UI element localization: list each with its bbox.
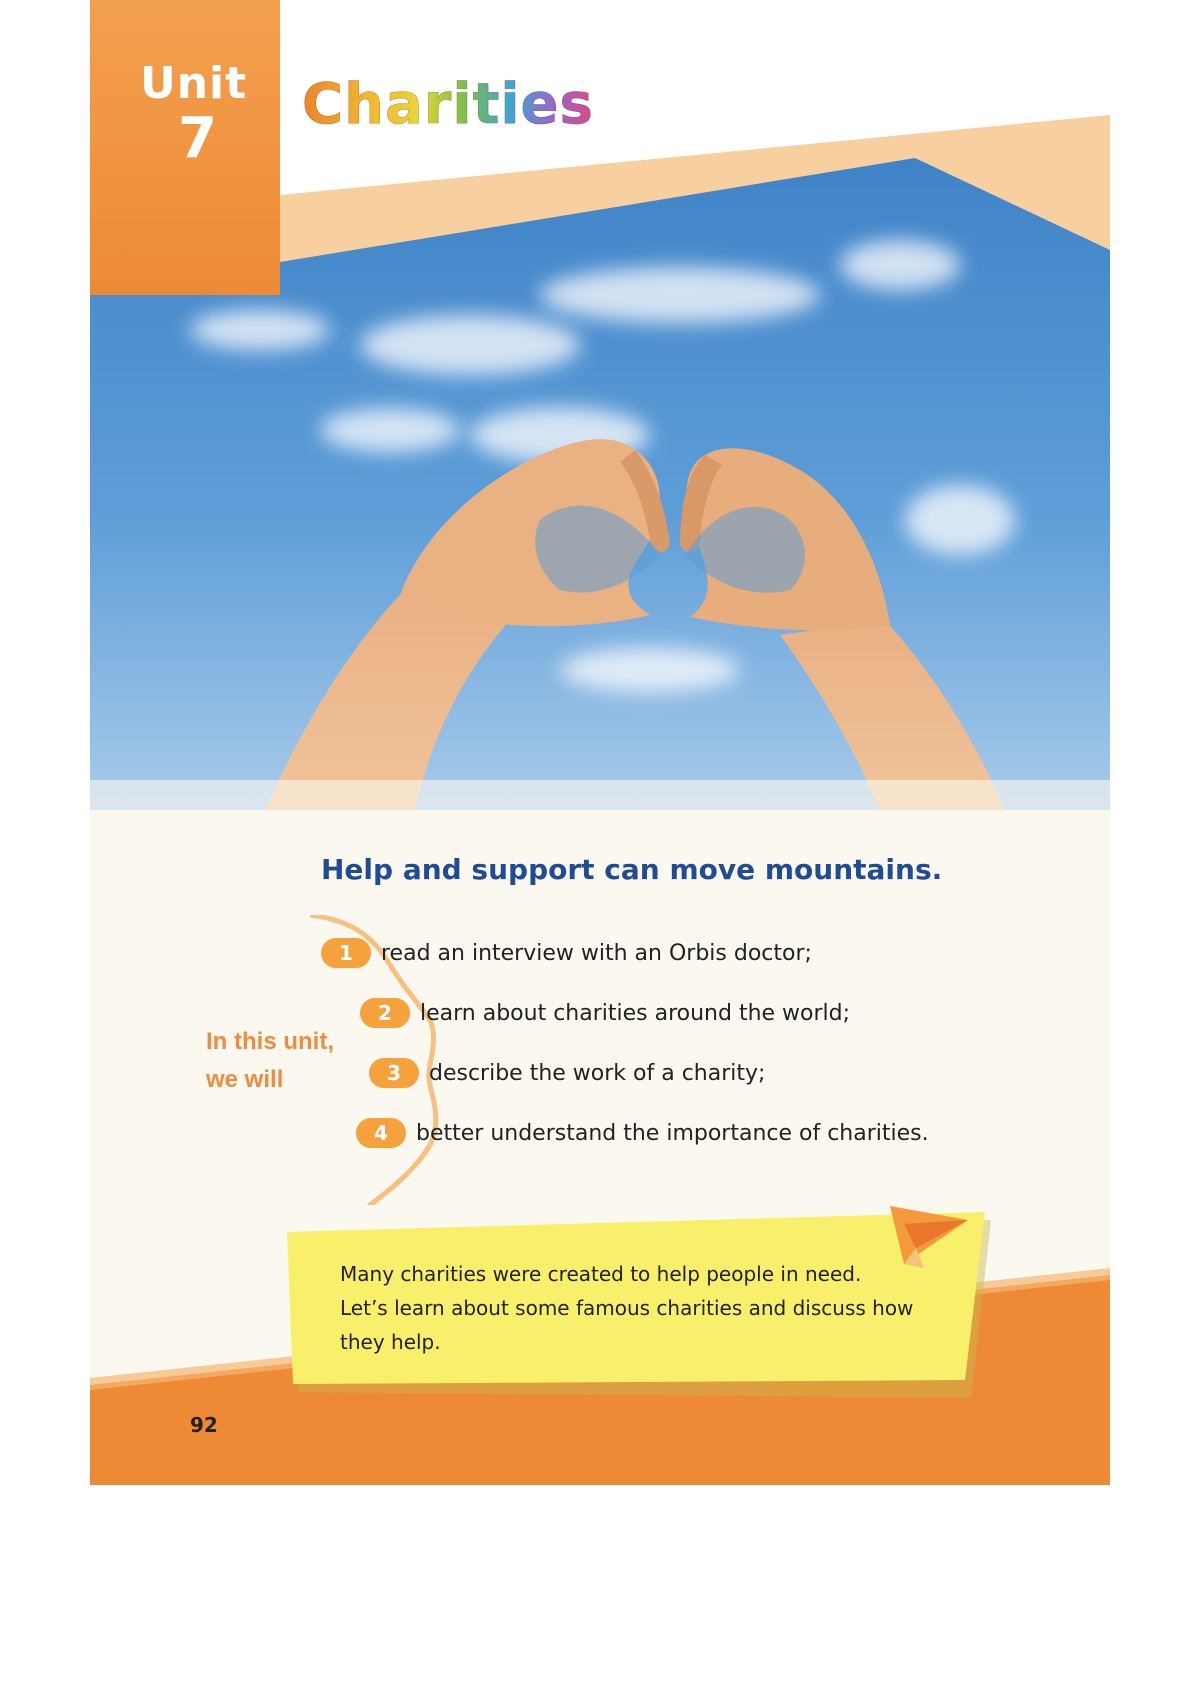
unit-intro-label bbox=[206, 1023, 366, 1099]
textbook-page bbox=[90, 0, 1110, 1485]
note-text: Many charities were created to help people in need. Let’s learn about some famous charities and discuss how they help. bbox=[340, 1262, 914, 1354]
objective-text: read an interview with an Orbis doctor; bbox=[381, 940, 812, 966]
objective-text: learn about charities around the world; bbox=[420, 1000, 851, 1026]
page-number: 92 bbox=[190, 1413, 218, 1437]
intro-line-1: In this unit, bbox=[206, 1028, 334, 1055]
intro-line-2: we will bbox=[206, 1066, 284, 1093]
objective-text: describe the work of a charity; bbox=[429, 1060, 766, 1086]
unit-title: Charities bbox=[302, 72, 594, 137]
objective-number-badge: 2 bbox=[360, 998, 410, 1028]
objective-item bbox=[369, 1056, 765, 1090]
unit-number: 7 bbox=[178, 106, 217, 171]
objective-number-badge: 3 bbox=[369, 1058, 419, 1088]
objective-item bbox=[321, 936, 812, 970]
objective-text: better understand the importance of charities. bbox=[416, 1120, 929, 1146]
unit-label: Unit bbox=[140, 58, 248, 109]
unit-motto: Help and support can move mountains. bbox=[321, 853, 943, 886]
objective-number-badge: 1 bbox=[321, 938, 371, 968]
objective-number-badge: 4 bbox=[356, 1118, 406, 1148]
objective-item bbox=[360, 996, 850, 1030]
unit-badge bbox=[90, 0, 280, 295]
